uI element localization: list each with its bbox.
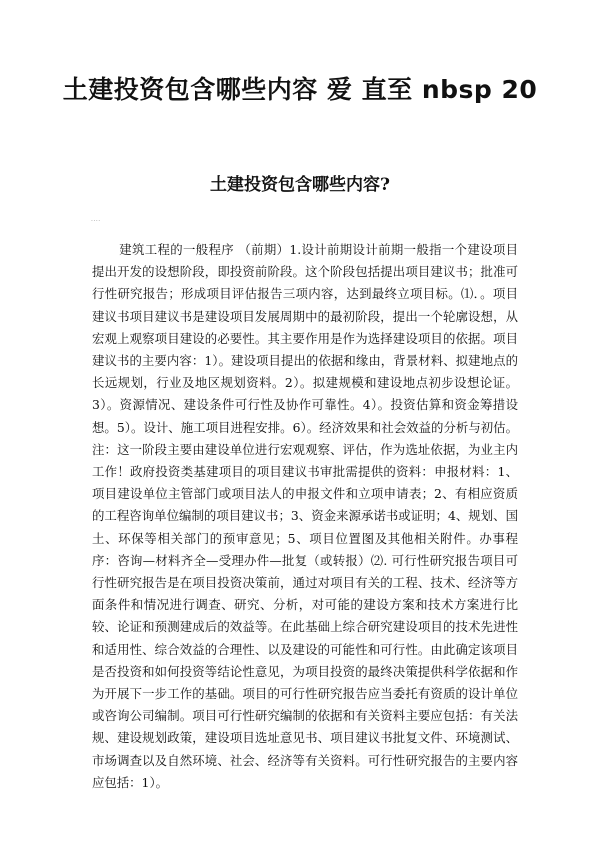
body-paragraph: 建筑工程的一般程序 （前期）1.设计前期设计前期一般指一个建设项目提出开发的设想阶段，即投资前阶段。这个阶段包括提出项目建议书；批准可行性研究报告；形成项目评估报告三项内容，达到最终立项目标。⑴．。项目建议书项目建议书是建设项目发展周期中的最初阶段，提出一个轮廓设想，从宏观上观察项目建设的必要性。其主要作用是作为选择建设项目的依据。项目建议书的主要内容：1）。建设项目提出的依据和缘由，背景材料、拟建地点的长远规划，行业及地区规划资料。2）。拟建规模和建设地点初步设想论证。3）。资源情况、建设条件可行性及协作可靠性。4）。投资估算和资金筹措设想。5）。设计、施工项目进程安排。6）。经济效果和社会效益的分析与初估。注：这一阶段主要由建设单位进行宏观观察、评估，作为选址依据，为业主内工作！政府投资类基建项目的项目建议书审批需提供的资料：申报材料：1、项目建设单位主管部门或项目法人的申报文件和立项申请表；2、有相应资质的工程咨询单位编制的项目建议书；3、资金来源承诺书或证明；4、规划、国土、环保等相关部门的预审意见；5、项目位置图及其他相关附件。办事程序：咨询—材料齐全—受理办件—批复（或转报）⑵. 可行性研究报告项目可行性研究报告是在项目投资决策前，通过对项目有关的工程、技术、经济等方面条件和情况进行调查、研究、分析，对可能的建设方案和技术方案进行比较、论证和预测建成后的效益等。在此基础上综合研究建设项目的技术先进性和适用性、综合效益的合理性、以及建设的可能性和可行性。由此确定该项目是否投资和如何投资等结论性意见，为项目投资的最终决策提供科学依据和作为开展下一步工作的基础。项目的可行性研究报告应当委托有资质的设计单位或咨询公司编制。项目可行性研究编制的依据和有关资料主要应包括：有关法规、建设规划政策，建设项目选址意见书、项目建议书批复文件、环境测试、市场调查以及自然环境、社会、经济等有关资料。可行性研究报告的主要内容应包括：1）。 xyxy=(92,242,518,790)
document-subtitle: 土建投资包含哪些内容? xyxy=(210,175,390,195)
document-title: 土建投资包含哪些内容 爱 直至 nbsp 20 xyxy=(62,75,538,104)
section-mark: .... xyxy=(91,216,101,223)
